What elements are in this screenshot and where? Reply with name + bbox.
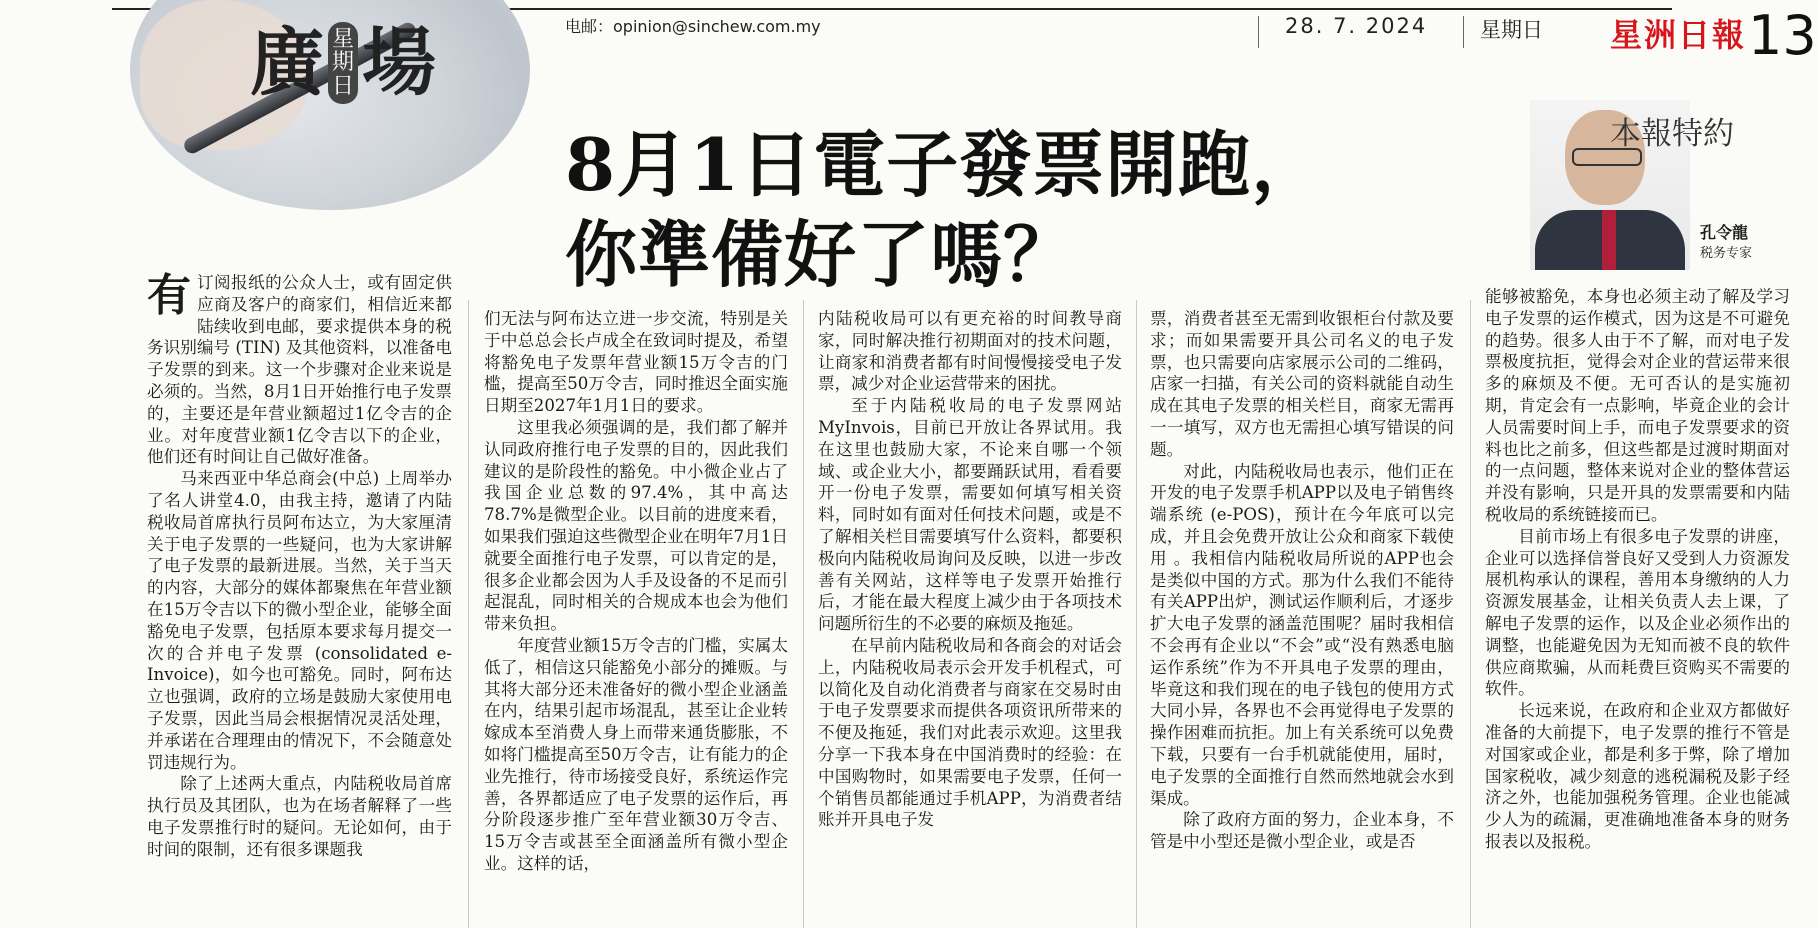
drop-cap: 有 [147,272,191,321]
article-paragraph: 这里我必须强调的是，我们都了解并认同政府推行电子发票的目的，因此我们建议的是阶段性的豁免。中小微企业占了我国企业总数的97.4%，其中高达78.7%是微型企业。以目前的进度来看，如果我们强迫这些微型企业在明年7月1日就要全面推行电子发票，可以肯定的是，很多企业都会因为人手及设备的不足而引起混乱，同时相关的合规成本也会为他们带来负担。 [484,417,788,634]
article-paragraph: 对此，内陆税收局也表示，他们正在开发的电子发票手机APP以及电子销售终端系统 (e-POS)，预计在今年底可以完成，并且会免费开放让公众和商家下载使用 。我相信内陆税收局所说的APP也会是类似中国的方式。那为什么我们不能待有关APP出炉，测试运作顺利后，才逐步扩大电子发票的涵盖范围呢？届时我相信不会再有企业以“不会”或“没有熟悉电脑运作系统”作为不开具电子发票的理由，毕竟这和我们现在的电子钱包的使用方式大同小异，各界也不会再觉得电子发票的操作困难而抗拒。加上有关系统可以免费下载，只要有一台手机就能使用，届时，电子发票的全面推行自然而然地就会水到渠成。 [1150,461,1454,808]
article-paragraph: 年度营业额15万令吉的门槛，实属太低了，相信这只能豁免小部分的摊贩。与其将大部分还未准备好的微小型企业涵盖在内，结果引起市场混乱，甚至让企业转嫁成本至消费人身上而带来通货膨胀，不如将门槛提高至50万令吉，让有能力的企业先推行，待市场接受良好，系统运作完善，各界都适应了电子发票的运作后，再分阶段逐步推广至年营业额30万令吉、15万令吉或甚至全面涵盖所有微小型企业。这样的话， [484,635,788,873]
article-paragraph: 除了政府方面的努力，企业本身，不管是中小型还是微小型企业，或是否 [1150,810,1454,852]
article-paragraph [147,272,452,468]
article-paragraph: 票，消费者甚至无需到收银柜台付款及要求；而如果需要开具公司名义的电子发票，也只需要向店家展示公司的二维码，店家一扫描，有关公司的资料就能自动生成在其电子发票的相关栏目，商家无需再一一填写，双方也无需担心填写错误的问题。 [1150,309,1454,459]
article-paragraph: 在早前内陆税收局和各商会的对话会上，内陆税收局表示会开发手机程式，可以简化及自动化消费者与商家在交易时由于电子发票要求而提供各项资讯所带来的不便及拖延，我们对此表示欢迎。这里我分享一下我本身在中国消费时的经验：在中国购物时，如果需要电子发票，任何一个销售员都能通过手机APP，为消费者结账并开具电子发 [818,635,1122,830]
article-paragraph: 能够被豁免，本身也必须主动了解及学习电子发票的运作模式，因为这是不可避免的趋势。很多人由于不了解，而对电子发票极度抗拒，觉得会对企业的营运带来很多的麻烦及不便。无可否认的是实施初期，肯定会有一点影响，毕竟企业的会计人员需要时间上手，而电子发票要求的资料也比之前多，但这些都是过渡时期面对的一点问题，整体来说对企业的整体营运并没有影响，只是开具的发票需要和内陆税收局的系统链接而已。 [1485,287,1790,524]
article-column-2 [484,308,788,928]
author-tie [1602,210,1616,270]
headline-line-2: 你準備好了嗎？ [565,212,1077,297]
article-paragraph: 目前市场上有很多电子发票的讲座，企业可以选择信誉良好又受到人力资源发展机构承认的课程，善用本身缴纳的人力资源发展基金，让相关负责人去上课，了解电子发票的运作，以及企业必须作出的调整，也能避免因为无知而被不良的软件供应商欺骗，从而耗费巨资购买不需要的软件。 [1485,526,1790,699]
article-paragraph: 除了上述两大重点，内陆税收局首席执行员及其团队，也为在场者解释了一些电子发票推行时的疑问。无论如何，由于时间的限制，还有很多课题我 [147,774,452,859]
column-logo-right: 場 [362,20,437,106]
headline-line-1: 8月1日電子發票開跑， [565,122,1325,207]
column-rule [468,300,469,928]
page-number: 13 [1748,4,1817,67]
article-paragraph: 长远来说，在政府和企业双方都做好准备的大前提下，电子发票的推行不管是对国家或企业，都是利多于弊，除了增加国家税收，减少刻意的逃税漏税及影子经济之外，也能加强税务管理。企业也能减少人为的疏漏，更准确地准备本身的财务报表以及报税。 [1485,701,1790,851]
column-logo-char: 期 [332,50,355,76]
column-rule [1136,300,1137,928]
header-divider [1463,16,1464,48]
column-logo-left: 廣 [250,20,324,106]
article-column-5 [1485,286,1790,928]
header-divider [1258,16,1259,48]
newspaper-logo: 星洲日報 [1610,16,1747,54]
issue-weekday: 星期日 [1480,18,1543,42]
column-logo-vertical [328,22,358,103]
issue-date: 28. 7. 2024 [1285,14,1428,38]
headline [565,120,1324,300]
column-logo-char: 星 [332,27,355,53]
column-rule [1470,300,1471,928]
article-paragraph: 至于内陆税收局的电子发票网站MyInvois，目前已开放让各界试用。我在这里也鼓励大家，不论来自哪一个领域、或企业大小，都要踊跃试用，看看要开一份电子发票，需要如何填写相关资料，同时如有面对任何技术问题，或是不了解相关栏目需要填写什么资料，都要积极向内陆税收局询问及反映，以进一步改善有关网站，这样等电子发票开始推行后，才能在最大程度上减少由于各项技术问题所衍生的不必要的麻烦及拖延。 [818,396,1122,634]
contact-email: 电邮：opinion@sinchew.com.my [565,17,821,36]
paragraph-text: 订阅报纸的公众人士，或有固定供应商及客户的商家们，相信近来都陆续收到电邮，要求提供本身的税务识别编号 (TIN) 及其他资料，以准备电子发票的到来。这一个步骤对企业来说是必须的。当然，8月1日开始推行电子发票的，主要还是年营业额超过1亿令吉的企业。对年度营业额1亿令吉以下的企业，他们还有时间让自己做好准备。 [147,273,452,467]
article-paragraph: 内陆税收局可以有更充裕的时间教导商家，同时解决推行初期面对的技术问题，让商家和消费者都有时间慢慢接受电子发票，减少对企业运营带来的困扰。 [818,309,1122,394]
column-rule [803,300,804,928]
article-column-3 [818,308,1122,928]
column-logo [250,8,436,118]
author-name: 孔令龍 [1700,223,1749,242]
author-title: 税务专家 [1700,246,1753,261]
byline-label: 本報特約 [1610,116,1734,152]
article-paragraph: 们无法与阿布达立进一步交流，特别是关于中总总会长卢成全在致词时提及，希望将豁免电子发票年营业额15万令吉的门槛，提高至50万令吉，同时推迟全面实施日期至2027年1月1日的要求。 [484,309,788,416]
column-logo-char: 日 [332,73,355,99]
article-column-4 [1150,308,1454,928]
article-column-1 [147,272,452,928]
article-paragraph: 马来西亚中华总商会(中总) 上周举办了名人讲堂4.0，由我主持，邀请了内陆税收局首席执行员阿布达立，为大家厘清关于电子发票的一些疑问，也为大家讲解了电子发票的最新进展。当然，关于当天的内容，大部分的媒体都聚焦在年营业额在15万令吉以下的微小型企业，能够全面豁免电子发票，包括原本要求每月提交一次的合并电子发票 (consolidated e-Invoice)，如今也可豁免。同时，阿布达立也强调，政府的立场是鼓励大家使用电子发票，因此当局会根据情况灵活处理，并承诺在合理理由的情况下，不会随意处罚违规行为。 [147,469,452,772]
